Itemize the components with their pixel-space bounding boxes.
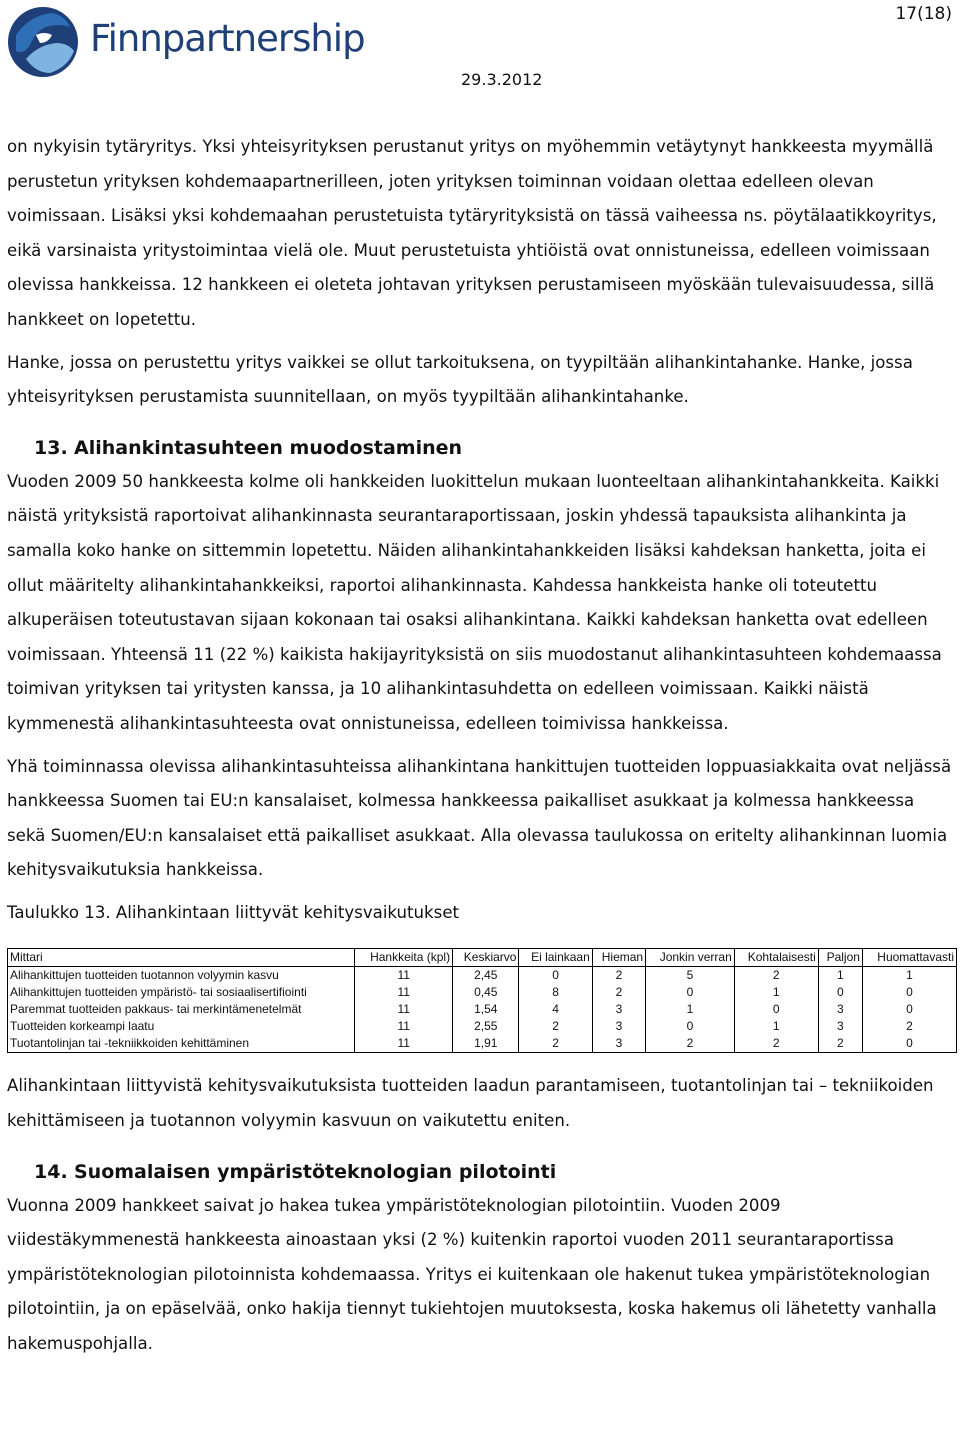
development-effects-table [7, 948, 957, 1053]
section-heading-13 [34, 431, 953, 465]
section-number: 14. [34, 1160, 68, 1183]
paragraph: Alihankintaan liittyvistä kehitysvaikutuksista tuotteiden laadun parantamiseen, tuotantolinjan tai – tekniikoiden kehittämiseen ja tuotannon volyymin kasvuun on vaikutettu eniten. [7, 1076, 934, 1131]
document-body [7, 130, 953, 1362]
table-cell: 1 [646, 1001, 735, 1018]
table-cell: Alihankittujen tuotteiden tuotannon volyymin kasvu [8, 967, 355, 985]
table-cell: 2 [818, 1035, 862, 1053]
section-number: 13. [34, 436, 68, 459]
page-number: 17(18) [895, 4, 952, 24]
paragraph: Vuonna 2009 hankkeet saivat jo hakea tukea ympäristöteknologian pilotointiin. Vuoden 2009 viidestäkymmenestä hankkeesta ainoastaan yksi (2 %) kuitenkin raportoi vuoden 2011 seurantaraportissa ympäristöteknologian pilotoinnista kohdemaassa. Yritys ei kuitenkaan ole hakenut tukea ympäristöteknologian pilotointiin, ja on epäselvää, onko hakija tiennyt tukiehtojen muutoksesta, koska hakemus oli lähetetty vanhalla hakemuspohjalla. [7, 1195, 937, 1354]
table-cell: 2 [592, 984, 645, 1001]
table-cell: 2 [519, 1018, 592, 1035]
table-cell: 1,54 [453, 1001, 519, 1018]
paragraph: Yhä toiminnassa olevissa alihankintasuhteissa alihankintana hankittujen tuotteiden loppuasiakkaita ovat neljässä hankkeessa Suomen tai EU:n kansalaiset, kolmessa hankkeessa paikalliset asukkaat ja kolmessa hankkeessa sekä Suomen/EU:n kansalaiset että paikalliset asukkaat. Alla olevassa taulukossa on eritelty alihankinnan luomia kehitysvaikutuksia hankkeissa. [7, 756, 952, 880]
table-cell: 0 [646, 984, 735, 1001]
logo-wordmark: Finnpartnership [90, 17, 365, 60]
column-header: Ei lainkaan [519, 949, 592, 967]
table-cell: 11 [355, 1001, 453, 1018]
column-header: Hieman [592, 949, 645, 967]
page-header [0, 0, 960, 100]
table-cell: 1 [862, 967, 956, 985]
table-cell: 4 [519, 1001, 592, 1018]
table-row [8, 1001, 957, 1018]
table-cell: 0 [519, 967, 592, 985]
column-header: Mittari [8, 949, 355, 967]
table-cell: Paremmat tuotteiden pakkaus- tai merkintämenetelmät [8, 1001, 355, 1018]
column-header: Kohtalaisesti [734, 949, 818, 967]
section-title: Alihankintasuhteen muodostaminen [74, 436, 463, 459]
table-row [8, 967, 957, 985]
table-cell: 3 [818, 1018, 862, 1035]
table-cell: 3 [592, 1018, 645, 1035]
table-cell: 2 [592, 967, 645, 985]
table-cell: 0 [734, 1001, 818, 1018]
table-cell: 2 [646, 1035, 735, 1053]
table-cell: 0 [862, 1035, 956, 1053]
table-cell: 3 [592, 1001, 645, 1018]
table-cell: 11 [355, 967, 453, 985]
section-title: Suomalaisen ympäristöteknologian pilotointi [74, 1160, 557, 1183]
table-cell: 0 [862, 984, 956, 1001]
table-cell: 5 [646, 967, 735, 985]
table-cell: Tuotantolinjan tai -tekniikkoiden kehittäminen [8, 1035, 355, 1053]
table-cell: Alihankittujen tuotteiden ympäristö- tai sosiaalisertifiointi [8, 984, 355, 1001]
table-cell: 2,55 [453, 1018, 519, 1035]
table-row [8, 1018, 957, 1035]
table-cell: 1,91 [453, 1035, 519, 1053]
table-cell: 3 [818, 1001, 862, 1018]
globe-logo-icon [6, 5, 80, 79]
table-cell: 2 [734, 967, 818, 985]
table-cell: 11 [355, 984, 453, 1001]
column-header: Keskiarvo [453, 949, 519, 967]
table-cell: 8 [519, 984, 592, 1001]
table-cell: 2,45 [453, 967, 519, 985]
table-cell: 2 [862, 1018, 956, 1035]
paragraph: on nykyisin tytäryritys. Yksi yhteisyrityksen perustanut yritys on myöhemmin vetäytynyt hankkeesta myymällä perustetun yrityksen kohdemaapartnerilleen, joten yrityksen toiminnan voidaan olettaa edelleen olevan voimissaan. Lisäksi yksi kohdemaahan perustetuista tytäryrityksistä on tässä vaiheessa ns. pöytälaatikkoyritys, eikä varsinaista yritystoimintaa vielä ole. Muut perustetuista yhtiöistä ovat onnistuneissa, edelleen voimissaan olevissa hankkeissa. 12 hankkeen ei oleteta johtavan yrityksen perustamiseen myöskään tulevaisuudessa, sillä hankkeet on lopetettu. [7, 137, 937, 329]
table-cell: 0,45 [453, 984, 519, 1001]
table-cell: 2 [734, 1035, 818, 1053]
paragraph: Vuoden 2009 50 hankkeesta kolme oli hankkeiden luokittelun mukaan luonteeltaan alihankintahankkeita. Kaikki näistä yrityksistä raportoivat alihankinnasta seurantaraportissaan, joskin yhdessä tapauksista alihankinta ja samalla koko hanke on sittemmin lopetettu. Näiden alihankintahankkeiden lisäksi kahdeksan hanketta, joita ei ollut määritelty alihankintahankkeiksi, raportoi alihankinnasta. Kahdessa hankkeista hanke oli toteutettu alkuperäisen toteutustavan sijaan kokonaan tai osaksi alihankintana. Kaikki kahdeksan hanketta ovat edelleen voimissaan. Yhteensä 11 (22 %) kaikista hakijayrityksistä on siis muodostanut alihankintasuhteen kohdemaassa toimivan yrityksen tai yritysten kanssa, ja 10 alihankintasuhdetta on edelleen voimissaan. Kaikki näistä kymmenestä alihankintasuhteesta ovat onnistuneissa, edelleen toimivissa hankkeissa. [7, 471, 942, 733]
document-date: 29.3.2012 [461, 70, 543, 89]
table-cell: 1 [734, 1018, 818, 1035]
table-row [8, 984, 957, 1001]
table-cell: 0 [862, 1001, 956, 1018]
column-header: Huomattavasti [862, 949, 956, 967]
column-header: Hankkeita (kpl) [355, 949, 453, 967]
table-cell: 1 [734, 984, 818, 1001]
section-heading-14 [34, 1155, 953, 1189]
table-cell: 11 [355, 1035, 453, 1053]
table-row [8, 1035, 957, 1053]
column-header: Paljon [818, 949, 862, 967]
table-cell: 1 [818, 967, 862, 985]
column-header: Jonkin verran [646, 949, 735, 967]
table-header-row [8, 949, 957, 967]
table-cell: 0 [646, 1018, 735, 1035]
table-caption: Taulukko 13. Alihankintaan liittyvät kehitysvaikutukset [7, 902, 460, 922]
table-cell: 11 [355, 1018, 453, 1035]
paragraph: Hanke, jossa on perustettu yritys vaikkei se ollut tarkoituksena, on tyypiltään alihankintahanke. Hanke, jossa yhteisyrityksen perustamista suunnitellaan, on myös tyypiltään alihankintahanke. [7, 352, 913, 407]
table-cell: Tuotteiden korkeampi laatu [8, 1018, 355, 1035]
table-cell: 2 [519, 1035, 592, 1053]
table-cell: 3 [592, 1035, 645, 1053]
table-cell: 0 [818, 984, 862, 1001]
